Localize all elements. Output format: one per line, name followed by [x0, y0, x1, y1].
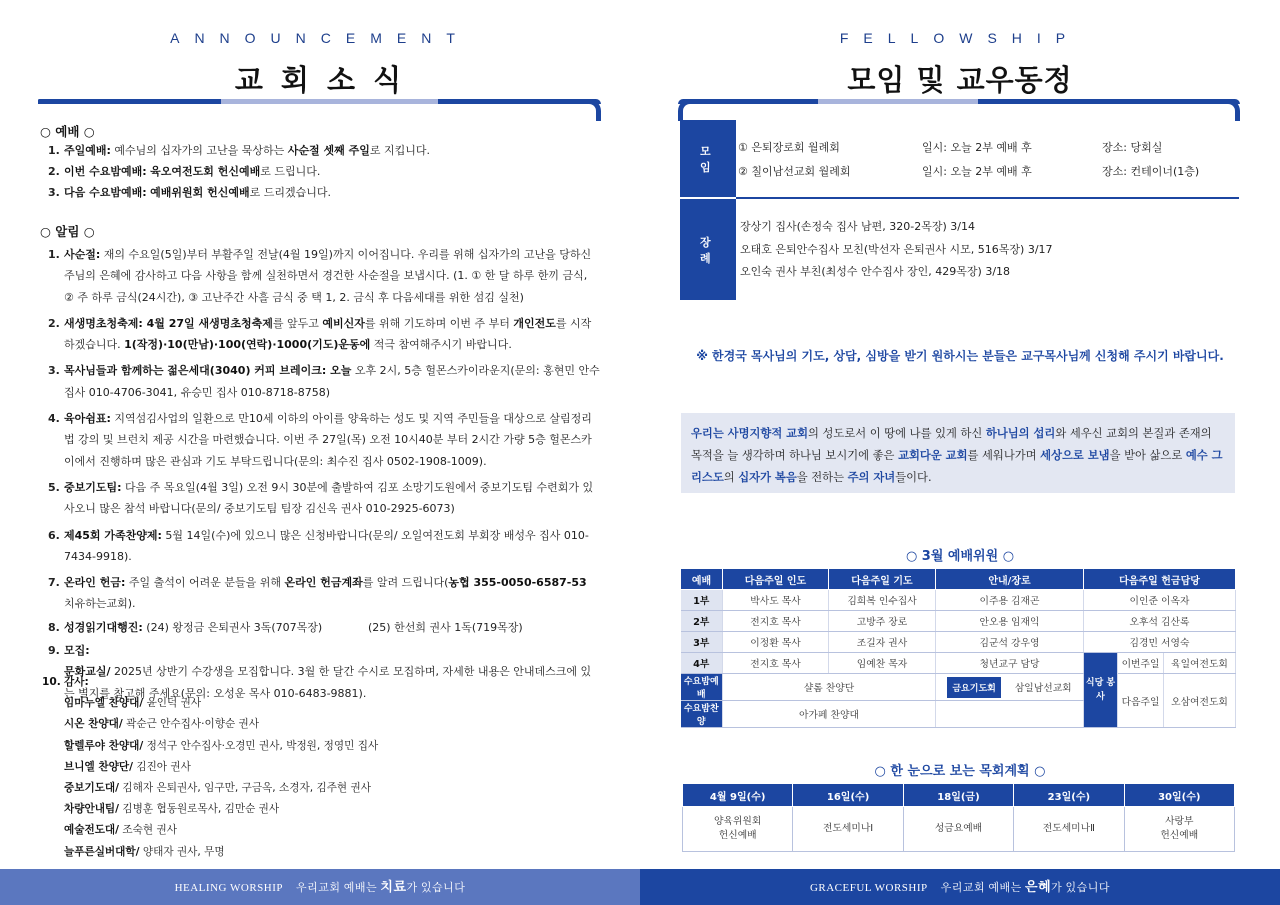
worship-team-table: 예배 다음주일 인도 다음주일 기도 안내/장로 다음주일 헌금담당 1부 박사도 목사 김희복 인수집사 이주용 김재곤 이인준 이옥자 2부 전지호 목사 고방주 장로 안오용 임재익 오후석 김산록 3부 이정환 목사 조길자 권사 김군석 강우영 김경민 서영숙 4부 전지호 목사 임예찬 목자 청년교구 담당 식당 봉사 이번주일 육일여전도회 수요밤예배 샬롬 찬양단 금요기도회 삼일남선교회 다음주일 오삼여전도회 수요밤찬양 아가페 찬양대 — [680, 568, 1236, 728]
header-rule — [678, 99, 1240, 121]
right-footer: GRACEFUL WORSHIP 우리교회 예배는 은혜가 있습니다 — [640, 869, 1280, 905]
news-item: 2. 새생명초청축제: 4월 27일 새생명초청축제를 앞두고 예비신자를 위해 기도하며 이번 주 부터 개인전도를 시작하겠습니다. 1(작정)·10(만남)·100(연락)·1000(기도)운동에 적극 참여해주시기 바랍니다. — [48, 316, 592, 352]
meeting-place: 장소: 당회실 — [1102, 141, 1163, 154]
table-row: 수요밤찬양 아가페 찬양대 — [681, 701, 1236, 728]
meeting-name: ① 은퇴장로회 월례회 — [738, 141, 840, 154]
table-row: 2부 전지호 목사 고방주 장로 안오용 임재익 오후석 김산록 — [681, 611, 1236, 632]
news-item: 3. 목사님들과 함께하는 젊은세대(3040) 커피 브레이크: 오늘 오후 2시, 5층 헐몬스카이라운지(문의: 홍현민 안수집사 010-4706-3041, 유승민 집사 010-8718-8758) — [48, 364, 600, 399]
table-row: 양육위원회 헌신예배 전도세미나Ⅰ 성금요예배 전도세미나Ⅱ 사랑부 헌신예배 — [683, 807, 1235, 852]
worship-item: 2. 이번 수요밤예배: 육오여전도회 헌신예배로 드립니다. — [48, 165, 321, 178]
funeral-item: 오인숙 권사 부친(최성수 안수집사 장인, 429목장) 3/18 — [740, 265, 1011, 278]
worship-item: 1. 주일예배: 예수님의 십자가의 고난을 묵상하는 사순절 셋째 주일로 지킵니다. — [48, 144, 430, 157]
worship-team-title: ○ 3월 예배위원 ○ — [905, 549, 1015, 564]
fellowship-title: 모임 및 교우동정 — [847, 63, 1073, 97]
church-vision: 우리는 사명지향적 교회의 성도로서 이 땅에 나를 있게 하신 하나님의 섭리와 세우신 교회의 본질과 존재의 목적을 늘 생각하며 하나님 보시기에 좋은 교회다운 교회를 세워나가며 세상으로 보냄을 받아 삶으로 예수 그리스도의 십자가 복음을 전하는 주의 자녀들이다. — [681, 413, 1235, 493]
meeting-time: 일시: 오늘 2부 예배 후 — [922, 141, 1032, 154]
announcement-title: 교 회 소 식 — [234, 63, 406, 97]
thanks-row: 할렐루야 찬양대/ 정석구 안수집사·오경민 권사, 박정원, 정영민 집사 — [64, 739, 379, 752]
news-item-recruit: 9. 모집: 문화교실/ 2025년 상반기 수강생을 모집합니다. 3월 한 달간 수시로 모집하며, 자세한 내용은 안내데스크에 있는 별지를 참고해 주세요(문의: 오성운 목사 010-6483-9881). — [48, 644, 592, 700]
left-footer: HEALING WORSHIP 우리교회 예배는 치료가 있습니다 — [0, 869, 640, 905]
thanks-row: 차량안내팀/ 김병훈 협동원로목사, 김만순 권사 — [64, 803, 280, 816]
thanks-row: 브니엘 찬양단/ 김진아 권사 — [64, 760, 191, 773]
header-rule — [38, 99, 601, 121]
table-row: 4부 전지호 목사 임예찬 목자 청년교구 담당 식당 봉사 이번주일 육일여전도회 — [681, 653, 1236, 674]
news-heading: ○ 알림 ○ — [40, 224, 95, 239]
news-item: 6. 제45회 가족찬양제: 5월 14일(수)에 있으니 많은 신청바랍니다(문의/ 오일여전도회 부회장 배성우 집사 010-7434-9918). — [48, 528, 589, 563]
meeting-place: 장소: 컨테이너(1층) — [1102, 165, 1200, 178]
meeting-name: ② 칠이남선교회 월례회 — [738, 165, 851, 178]
news-item: 1. 사순절: 재의 수요일(5일)부터 부활주일 전날(4월 19일)까지 이어집니다. 우리를 위해 십자가의 고난을 당하신 주님의 은혜에 감사하고 다음 사항을 함께 실천하면서 경건한 사순절을 보냅시다. (1. ① 한 달 하루 한끼 금식, ② 주 하루 금식(24시간), ③ 고난주간 사흘 금식 중 택 1, 2. 금식 후 다음세대를 위한 섬김 실천) — [48, 248, 592, 304]
worship-list — [48, 140, 600, 205]
funeral-item: 오태호 은퇴안수집사 모친(박선자 은퇴권사 시모, 516목장) 3/17 — [740, 243, 1053, 256]
fellowship-kicker: FELLOWSHIP — [839, 30, 1081, 46]
table-row: 수요밤예배 샬롬 찬양단 금요기도회 삼일남선교회 다음주일 오삼여전도회 — [681, 674, 1236, 701]
news-list — [48, 244, 600, 706]
pastoral-plan-table: 4월 9일(수) 16일(수) 18일(금) 23일(수) 30일(수) 양육위원회 헌신예배 전도세미나Ⅰ 성금요예배 전도세미나Ⅱ 사랑부 헌신예배 — [682, 783, 1235, 852]
fellowship-page — [640, 0, 1280, 905]
meeting-label: 모 임 — [680, 120, 736, 197]
news-item: 7. 온라인 헌금: 주일 출석이 어려운 분들을 위해 온라인 헌금계좌를 알려 드립니다(농협 355-0050-6587-53 치유하는교회). — [48, 576, 587, 611]
pastor-notice: ※ 한경국 목사님의 기도, 상담, 심방을 받기 원하시는 분들은 교구목사님께 신청해 주시기 바랍니다. — [696, 349, 1224, 363]
thanks-row: 중보기도대/ 김해자 은퇴권사, 임구만, 구금옥, 소경자, 김주현 권사 — [64, 782, 371, 795]
table-row: 3부 이정환 목사 조길자 권사 김군석 강우영 김경민 서영숙 — [681, 632, 1236, 653]
thanks-row: 예술전도대/ 조숙현 권사 — [64, 824, 177, 837]
thanks-list: 10. 감사: 임마누엘 찬양대/ 윤인덕 권사 시온 찬양대/ 곽순근 안수집사·이향순 권사 할렐루야 찬양대/ 정석구 안수집사·오경민 권사, 박정원, 정영민 집사 브니엘 찬양단/ 김진아 권사 중보기도대/ 김해자 은퇴권사, 임구만, 구금옥, 소경자, 김주현 권사 차량안내팀/ 김병훈 협동원로목사, 김만순 권사 예술전도대/ 조숙현 권사 늘푸른실버대학/ 양태자 권사, 무명 — [48, 672, 600, 863]
news-item: 4. 육아쉼표: 지역섬김사업의 일환으로 만10세 이하의 아이를 양육하는 성도 및 지역 주민들을 대상으로 살림정리법 강의 및 브런치 제공 시간을 마련했습니다. 이번 주 27일(목) 오전 10시40분 부터 2시간 가량 5층 헐몬스카이에서 진행하며 많은 관심과 기도 부탁드립니다(문의: 최수진 집사 0502-1908-1009). — [48, 412, 592, 468]
worship-heading: ○ 예배 ○ — [40, 124, 95, 139]
funeral-label: 장 례 — [680, 199, 736, 300]
announcement-kicker: ANNOUNCEMENT — [170, 30, 470, 46]
news-item-bible: 8. 성경읽기대행진: (24) 왕정금 은퇴권사 3독(707목장) (25) 한선희 권사 1독(719목장) — [48, 620, 523, 634]
meeting-time: 일시: 오늘 2부 예배 후 — [922, 165, 1032, 178]
funeral-item: 장상기 집사(손정숙 집사 남편, 320-2목장) 3/14 — [740, 220, 975, 233]
worship-item: 3. 다음 수요밤예배: 예배위원회 헌신예배로 드리겠습니다. — [48, 186, 331, 199]
thanks-row: 임마누엘 찬양대/ 윤인덕 권사 — [64, 697, 202, 710]
plan-title: ○ 한 눈으로 보는 목회계획 ○ — [874, 764, 1046, 779]
thanks-row: 시온 찬양대/ 곽순근 안수집사·이향순 권사 — [64, 718, 260, 731]
thanks-row: 늘푸른실버대학/ 양태자 권사, 무명 — [64, 845, 225, 858]
fellowship-box — [680, 120, 1239, 300]
news-item: 5. 중보기도팀: 다음 주 목요일(4월 3일) 오전 9시 30분에 출발하여 김포 소망기도원에서 중보기도팀 수련회가 있사오니 많은 참석 바랍니다(문의/ 중보기도팀 팀장 김신옥 권사 010-2925-6073) — [48, 480, 594, 516]
table-row: 1부 박사도 목사 김희복 인수집사 이주용 김재곤 이인준 이옥자 — [681, 590, 1236, 611]
